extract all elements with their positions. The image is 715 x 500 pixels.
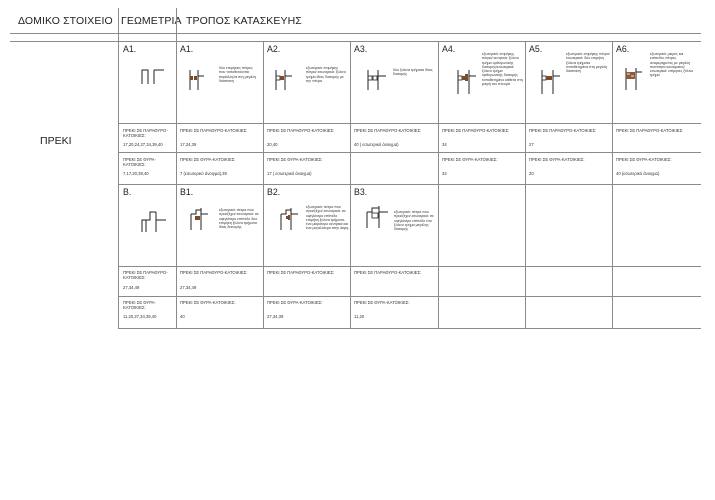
door-head: ΠΡΕΚΙ ΣΕ ΘΥΡΑ-ΚΑΤΟΙΚΙΕΣ: (442, 157, 498, 162)
cell-label: A2. (267, 44, 281, 54)
door-head: ΠΡΕΚΙ ΣΕ ΘΥΡΑ-ΚΑΤΟΙΚΙΕΣ: (180, 157, 236, 162)
window-head: ΠΡΕΚΙ ΣΕ ΠΑΡΑΘΥΡΟ-ΚΑΤΟΙΚΙΕΣ: (354, 270, 422, 275)
cell-label: B1. (180, 187, 194, 197)
door-head: ΠΡΕΚΙ ΣΕ ΘΥΡΑ-ΚΑΤΟΙΚΙΕΣ: (267, 300, 323, 305)
window-val: 27 (529, 142, 534, 147)
b3-sketch (362, 202, 394, 230)
window-head: ΠΡΕΚΙ ΣΕ ΠΑΡΑΘΥΡΟ-ΚΑΤΟΙΚΙΕΣ: (442, 128, 510, 133)
cell-desc: δύο ξύλινα τμήματα ίδιας διατομής (393, 68, 433, 77)
cell-label: B3. (354, 187, 368, 197)
row1-geo-window-head: ΠΡΕΚΙ ΣΕ ΠΑΡΑΘΥΡΟ-ΚΑΤΟΙΚΙΕΣ: (123, 128, 168, 138)
row1-geo-door-val: 7,17,20,39,40 (123, 171, 149, 176)
row2-geo-door-val: 11,20,27,34,39,40 (123, 314, 157, 319)
row2-geometry-sketch (138, 202, 172, 236)
row1-geo-window-val: 17,20,24,27,34,39,40 (123, 142, 163, 147)
header-construction: ΤΡΟΠΟΣ ΚΑΤΑΣΚΕΥΗΣ (186, 15, 302, 27)
cell-label: A3. (354, 44, 368, 54)
door-val: 7 (εσωτερικό άνοιγμα),39 (180, 171, 227, 176)
cell-desc: εξωτερικά: επιμήκης πέτρα/εσωτερικά: δύο επιμήκη ξύλινα τμήματα τοποθετημένα στη μεγάλη διάσταση (566, 52, 610, 74)
header-geometry: ΓΕΩΜΕΤΡΙΑ (121, 15, 182, 27)
cell-label: A4. (442, 44, 456, 54)
row1-geometry-sketch (138, 64, 168, 86)
cell-label: A6. (616, 44, 630, 54)
cell-desc: εξωτερικά: μικρές και επίπεδες πέτρες αναμεμιγμένες με μεγάλη ποσότητα κονιάματος/εσωτερικά: επίμηκες ξύλινο τμήμα (650, 52, 694, 78)
window-head: ΠΡΕΚΙ ΣΕ ΠΑΡΑΘΥΡΟ-ΚΑΤΟΙΚΙΕΣ: (180, 128, 248, 133)
window-val: 17,24,39 (180, 142, 197, 147)
element-name: ΠΡΕΚΙ (40, 135, 72, 147)
a5-sketch (536, 66, 564, 96)
a6-sketch (620, 64, 646, 92)
row1-geometry-label: A1. (123, 44, 137, 54)
row2-geometry-label: B. (123, 187, 132, 197)
door-head: ΠΡΕΚΙ ΣΕ ΘΥΡΑ-ΚΑΤΟΙΚΙΕΣ: (616, 157, 672, 162)
cell-desc: εξωτερικά: επιμήκης πέτρα/ εσωτερικά: ξύλινο τμήμα ίδιας διατομής με την πέτρα (306, 66, 346, 83)
window-head: ΠΡΕΚΙ ΣΕ ΠΑΡΑΘΥΡΟ-ΚΑΤΟΙΚΙΕΣ: (180, 270, 248, 275)
row1-geo-door-head: ΠΡΕΚΙ ΣΕ ΘΥΡΑ-ΚΑΤΟΙΚΙΕΣ: (123, 157, 156, 167)
door-val: 34 (442, 171, 447, 176)
door-head: ΠΡΕΚΙ ΣΕ ΘΥΡΑ-ΚΑΤΟΙΚΙΕΣ: (529, 157, 585, 162)
cell-label: A5. (529, 44, 543, 54)
window-val: 40 ( εσωτερικό άνοιγμα) (354, 142, 399, 147)
window-head: ΠΡΕΚΙ ΣΕ ΠΑΡΑΘΥΡΟ-ΚΑΤΟΙΚΙΕΣ: (267, 270, 335, 275)
cell-label: B2. (267, 187, 281, 197)
door-val: 40 (εσωτερικό άνοιγμα) (616, 171, 660, 176)
cell-desc: δύο επιμήκεις πέτρες που τοποθετούνται παράλληλα στη μεγάλη διάσταση (219, 66, 257, 83)
row2-geo-door-head: ΠΡΕΚΙ ΣΕ ΘΥΡΑ-ΚΑΤΟΙΚΙΕΣ: (123, 300, 156, 310)
door-val: 40 (180, 314, 185, 319)
window-head: ΠΡΕΚΙ ΣΕ ΠΑΡΑΘΥΡΟ-ΚΑΤΟΙΚΙΕΣ: (354, 128, 422, 133)
a1-sketch (184, 66, 208, 92)
cell-desc: εξωτερικά: πέτρα που προεξέχει/ εσωτερικά: σε υψηλότερο επίπεδο δύο επιμήκη ξύλινα τμήματα ίδιας διατομής (219, 208, 259, 230)
row2-geo-window-head: ΠΡΕΚΙ ΣΕ ΠΑΡΑΘΥΡΟ-ΚΑΤΟΙΚΙΕΣ: (123, 270, 168, 280)
door-val: 17 ( εσωτερικό άνοιγμα) (267, 171, 312, 176)
window-val: 20,40 (267, 142, 278, 147)
row2-geo-window-val: 27,34,49 (123, 285, 140, 290)
cell-desc: εξωτερικά: πέτρα που προεξέχει/ εσωτερικά: σε υψηλότερο επίπεδο ένα ξύλινο τμήμα μεγάλης διατομής (394, 210, 434, 232)
cell-label: A1. (180, 44, 194, 54)
door-head: ΠΡΕΚΙ ΣΕ ΘΥΡΑ-ΚΑΤΟΙΚΙΕΣ: (354, 300, 410, 305)
window-head: ΠΡΕΚΙ ΣΕ ΠΑΡΑΘΥΡΟ-ΚΑΤΟΙΚΙΕΣ: (616, 128, 684, 133)
window-head: ΠΡΕΚΙ ΣΕ ΠΑΡΑΘΥΡΟ-ΚΑΤΟΙΚΙΕΣ: (529, 128, 597, 133)
window-val: 34 (442, 142, 447, 147)
a3-sketch (362, 66, 392, 92)
b1-sketch (186, 204, 214, 232)
cell-desc: εξωτερικά: πέτρα που προεξέχει/ εσωτερικά: σε υψηλότερο επίπεδο επιμήκη ξύλινα τμήματα- ένα μικρότερο κεντρικά και ένα μεγαλύτερο στην άκρη- (306, 205, 350, 231)
window-head: ΠΡΕΚΙ ΣΕ ΠΑΡΑΘΥΡΟ-ΚΑΤΟΙΚΙΕΣ: (267, 128, 335, 133)
cell-desc: εξωτερικά: επιμήκης πέτρα/ κεντρικά: ξύλινο τμήμα ορθογωνικής διατομής/εσωτερικά: ξύλινο τμήμα ορθογωνικής διατομής τοποθετημένο κάθετα στη μικρή του πλευρά (482, 52, 523, 87)
b2-sketch (276, 204, 304, 232)
door-val: 20 (529, 171, 534, 176)
a2-sketch (270, 66, 298, 92)
window-val: 27,34,49 (180, 285, 197, 290)
a4-sketch (452, 66, 480, 96)
door-head: ΠΡΕΚΙ ΣΕ ΘΥΡΑ-ΚΑΤΟΙΚΙΕΣ: (180, 300, 236, 305)
door-head: ΠΡΕΚΙ ΣΕ ΘΥΡΑ-ΚΑΤΟΙΚΙΕΣ: (267, 157, 323, 162)
door-val: 11,20 (354, 314, 365, 319)
header-element: ΔΟΜΙΚΟ ΣΤΟΙΧΕΙΟ (18, 15, 113, 27)
door-val: 27,34,39 (267, 314, 284, 319)
